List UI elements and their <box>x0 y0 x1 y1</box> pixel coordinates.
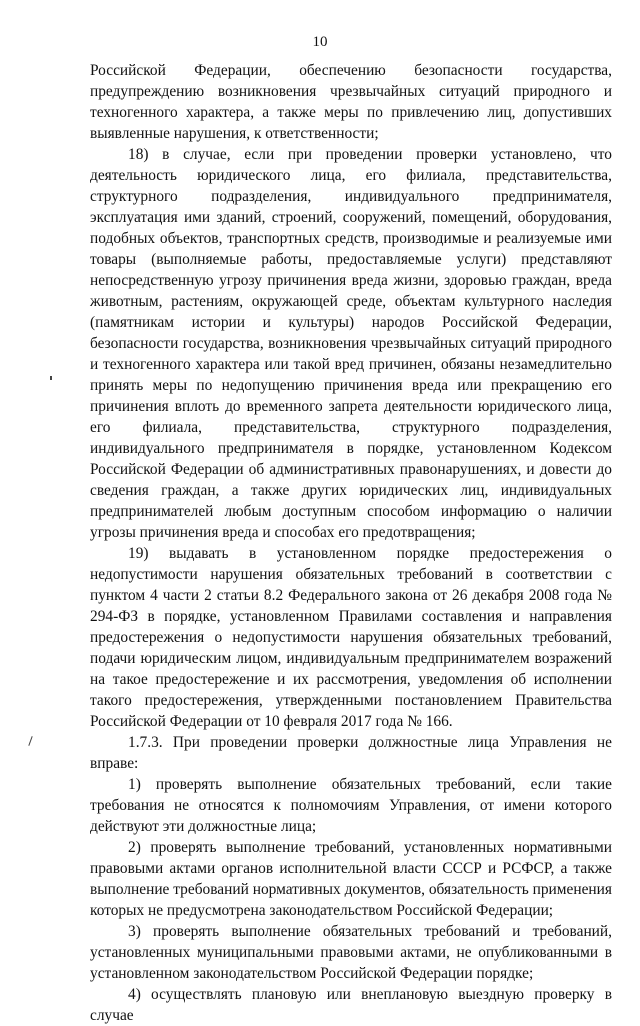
scan-mark <box>28 736 32 746</box>
paragraph-prohibition-2: 2) проверять выполнение требований, установленных нормативными правовыми актами органов исполнительной власти СССР и РСФСР, а также выполнение требований нормативных документов, обязательность применения которых не предусмотрена законодательством Российской Федерации; <box>90 839 612 919</box>
paragraph-prohibition-1: 1) проверять выполнение обязательных требований, если такие требования не относятся к полномочиям Управления, от имени которого действуют эти должностные лица; <box>90 776 612 835</box>
scan-mark <box>50 376 52 380</box>
paragraph-prohibition-3: 3) проверять выполнение обязательных требований и требований, установленных муниципальными правовыми актами, не опубликованными в установленном законодательством Российской Федерации порядке; <box>90 923 612 982</box>
paragraph-continuation: Российской Федерации, обеспечению безопасности государства, предупреждению возникновения чрезвычайных ситуаций природного и техногенного характера, а также меры по привлечению лиц, допустивших выявленные нарушения, к ответственности; <box>90 62 612 142</box>
paragraph-item-19: 19) выдавать в установленном порядке предостережения о недопустимости нарушения обязательных требований в соответствии с пунктом 4 части 2 статьи 8.2 Федерального закона от 26 декабря 2008 года № 294-ФЗ в порядке, установленном Правилами составления и направления предостережения о недопустимости нарушения обязательных требований, подачи юридическим лицом, индивидуальным предпринимателем возражений на такое предостережение и их рассмотрения, уведомления об исполнении такого предостережения, утвержденными постановлением Правительства Российской Федерации от 10 февраля 2017 года № 166. <box>90 545 612 730</box>
page-number: 10 <box>312 34 328 50</box>
document-body <box>90 60 612 1026</box>
paragraph-item-18: 18) в случае, если при проведении проверки установлено, что деятельность юридического лица, его филиала, представительства, структурного подразделения, индивидуального предпринимателя, эксплуатация ими зданий, строений, сооружений, помещений, оборудования, подобных объектов, транспортных средств, производимые и реализуемые ими товары (выполняемые работы, предоставляемые услуги) представляют непосредственную угрозу причинения вреда жизни, здоровью граждан, вреда животным, растениям, окружающей среде, объектам культурного наследия (памятникам истории и культуры) народов Российской Федерации, безопасности государства, возникновения чрезвычайных ситуаций природного и техногенного характера или такой вред причинен, обязаны незамедлительно принять меры по недопущению причинения вреда или прекращению его причинения вплоть до временного запрета деятельности юридического лица, его филиала, представительства, структурного подразделения, индивидуального предпринимателя в порядке, установленном Кодексом Российской Федерации об административных правонарушениях, и довести до сведения граждан, а также других юридических лиц, индивидуальных предпринимателей любым доступным способом информацию о наличии угрозы причинения вреда и способах его предотвращения; <box>90 146 612 541</box>
paragraph-section-1-7-3: 1.7.3. При проведении проверки должностные лица Управления не вправе: <box>90 734 612 772</box>
paragraph-prohibition-4: 4) осуществлять плановую или внеплановую выездную проверку в случае <box>90 986 612 1024</box>
